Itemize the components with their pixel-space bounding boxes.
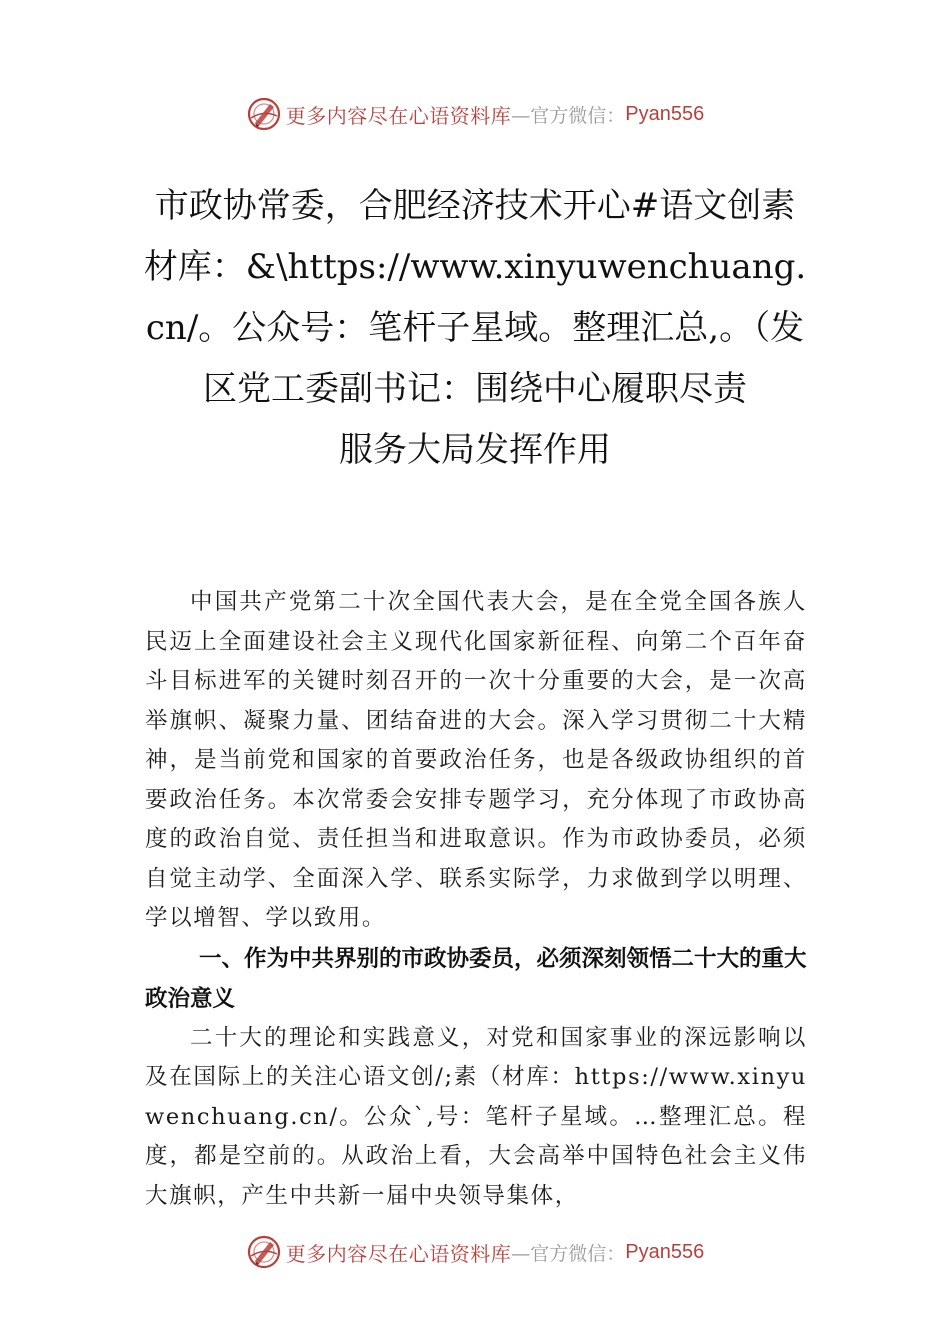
banner-wechat-handle: Pyan556 xyxy=(625,1240,705,1263)
section-heading: 一、作为中共界别的市政协委员，必须深刻领悟二十大的重大政治意义 xyxy=(145,945,807,1012)
banner-separator-text: —官方微信： xyxy=(511,104,626,127)
footer-watermark-banner xyxy=(0,1230,950,1274)
pen-logo-icon xyxy=(246,1234,282,1270)
banner-main-text: 更多内容尽在心语资料库 xyxy=(285,1241,512,1266)
document-title: 市政协常委，合肥经济技术开心#语文创素材库：&\https://www.xinyuwenchuang.cn/。公众号：笔杆子星域。整理汇总,。（发区党工委副书记：围绕中心履职尽责 服务大局发挥作用 xyxy=(143,186,883,470)
banner-wechat-handle: Pyan556 xyxy=(625,102,705,125)
pen-logo-icon xyxy=(246,96,282,132)
document-body xyxy=(145,583,807,1216)
body-paragraph: 中国共产党第二十次全国代表大会，是在全党全国各族人民迈上全面建设社会主义现代化国家新征程、向第二个百年奋斗目标进军的关键时刻召开的一次十分重要的大会，是一次高举旗帜、凝聚力量、团结奋进的大会。深入学习贯彻二十大精神，是当前党和国家的首要政治任务，也是各级政协组织的首要政治任务。本次常委会安排专题学习，充分体现了市政协高度的政治自觉、责任担当和进取意识。作为市政协委员，必须自觉主动学、全面深入学、联系实际学，力求做到学以明理、学以增智、学以致用。 xyxy=(145,589,807,931)
body-paragraph: 二十大的理论和实践意义，对党和国家事业的深远影响以及在国际上的关注心语文创/;素（材库：https://www.xinyuwenchuang.cn/。公众`,号：笔杆子星域。…整理汇总。程度，都是空前的。从政治上看，大会高举中国特色社会主义伟大旗帜，产生中共新一届中央领导集体， xyxy=(145,1024,807,1209)
banner-separator-text: —官方微信： xyxy=(511,1242,626,1265)
banner-main-text: 更多内容尽在心语资料库 xyxy=(285,103,512,128)
header-watermark-banner xyxy=(0,92,950,136)
